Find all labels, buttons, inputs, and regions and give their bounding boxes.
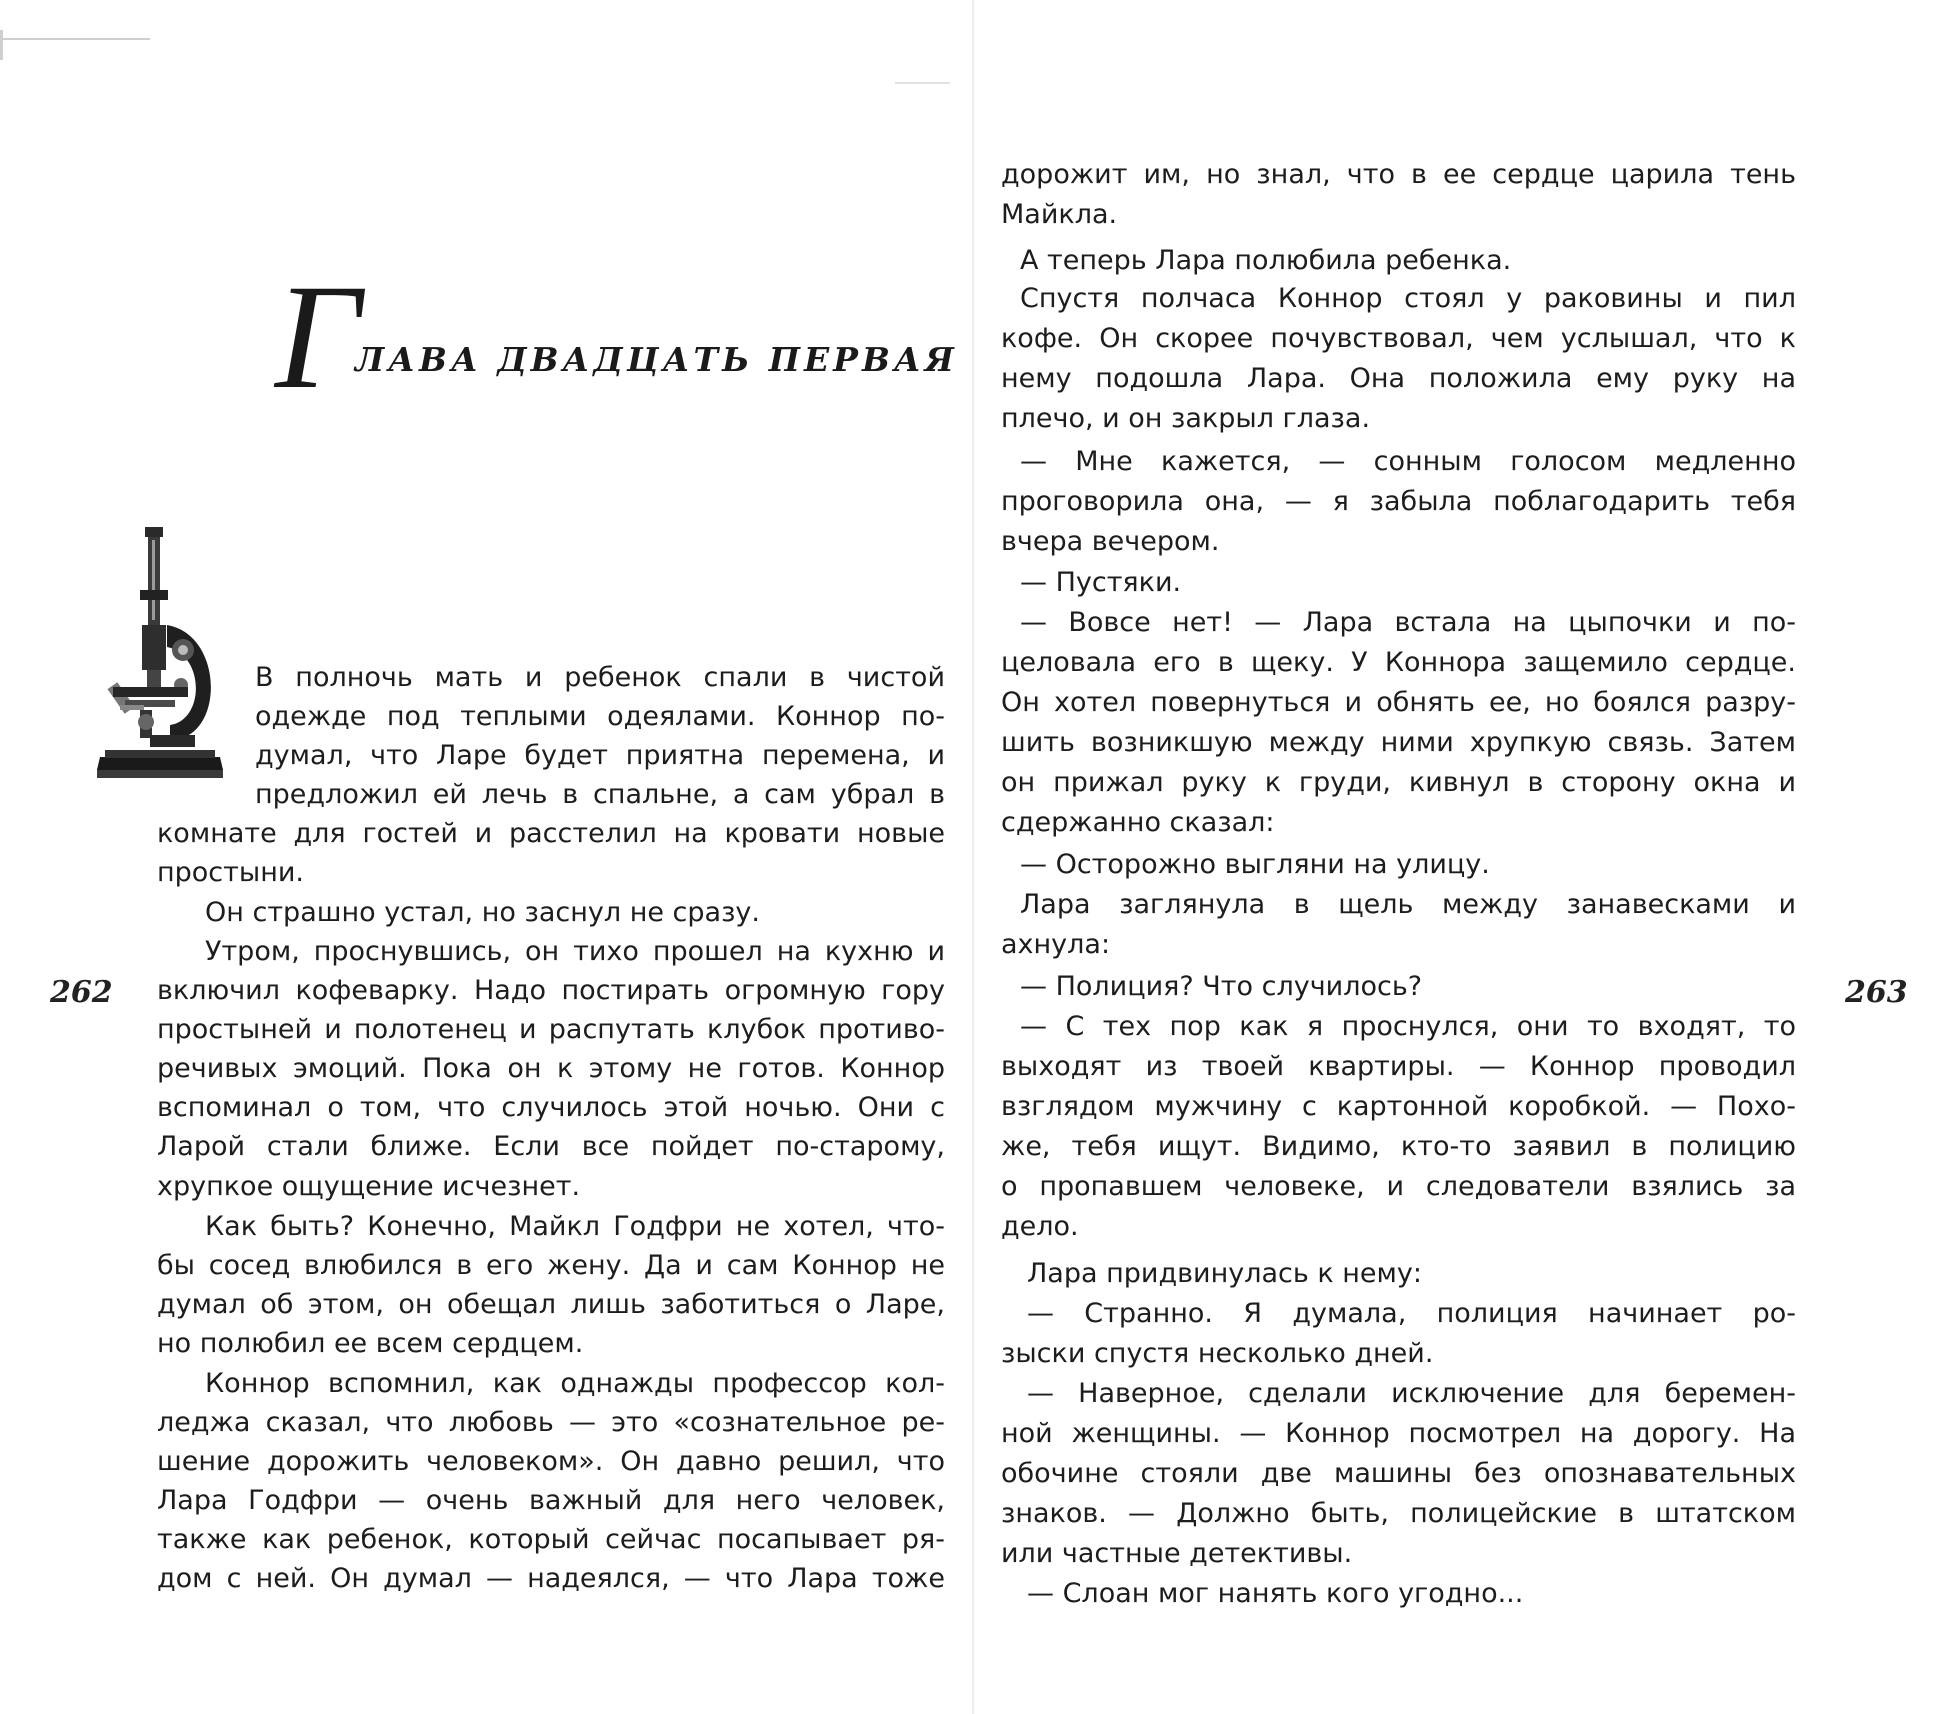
chapter-title	[275, 254, 965, 420]
text-line: также как ребенок, который сейчас посапывает ря-	[157, 1524, 945, 1555]
text-line: — Странно. Я думала, полиция начинает ро-	[1027, 1298, 1796, 1329]
text-line: плечо, и он закрыл глаза.	[1001, 403, 1371, 434]
chapter-title-text: ЛАВА ДВАДЦАТЬ ПЕРВАЯ	[355, 340, 958, 379]
text-line: — Пустяки.	[1020, 567, 1182, 598]
text-line: кофе. Он скорее почувствовал, чем услышал, что к	[1001, 323, 1796, 354]
text-line: Он хотел повернуться и обнять ее, но боялся разру-	[1001, 687, 1796, 718]
text-line: думал об этом, он обещал лишь заботиться о Ларе,	[157, 1289, 945, 1320]
text-line: шить возникшую между ними хрупкую связь. Затем	[1001, 727, 1796, 758]
text-line: же, тебя ищут. Видимо, кто-то заявил в полицию	[1001, 1131, 1796, 1162]
text-line: — Осторожно выгляни на улицу.	[1020, 849, 1490, 880]
text-line: дом с ней. Он думал — надеялся, — что Лара тоже	[157, 1563, 945, 1594]
text-line: одежде под теплыми одеялами. Коннор по-	[255, 701, 945, 732]
text-line: — Слоан мог нанять кого угодно...	[1027, 1578, 1524, 1609]
text-line: Коннор вспомнил, как однажды профессор кол-	[205, 1368, 945, 1399]
text-line: нему подошла Лара. Она положила ему руку на	[1001, 363, 1796, 394]
text-line: — С тех пор как я проснулся, они то входят, то	[1020, 1011, 1796, 1042]
text-line: целовала его в щеку. У Коннора защемило сердце.	[1001, 647, 1796, 678]
text-line: — Вовсе нет! — Лара встала на цыпочки и по-	[1020, 607, 1796, 638]
text-line: Спустя полчаса Коннор стоял у раковины и пил	[1020, 283, 1796, 314]
page-number-right: 263	[1845, 975, 1908, 1010]
page-number-left: 262	[50, 975, 113, 1010]
page-gutter	[972, 0, 974, 1714]
text-line: — Наверное, сделали исключение для беремен-	[1027, 1378, 1796, 1409]
text-line: предложил ей лечь в спальне, а сам убрал в	[255, 779, 945, 810]
text-line: дело.	[1001, 1211, 1079, 1242]
chapter-title-initial: Г	[275, 254, 361, 420]
text-line: знаков. — Должно быть, полицейские в штатском	[1001, 1498, 1796, 1529]
text-line: обочине стояли две машины без опознавательных	[1001, 1458, 1796, 1489]
text-line: выходят из твоей квартиры. — Коннор проводил	[1001, 1051, 1796, 1082]
text-line: вчера вечером.	[1001, 526, 1220, 557]
text-line: включил кофеварку. Надо постирать огромную гору	[157, 975, 945, 1006]
text-line: А теперь Лара полюбила ребенка.	[1020, 245, 1512, 276]
text-line: зыски спустя несколько дней.	[1001, 1338, 1434, 1369]
text-line: дорожит им, но знал, что в ее сердце царила тень	[1001, 159, 1796, 190]
text-line: речивых эмоций. Пока он к этому не готов. Коннор	[157, 1053, 945, 1084]
text-line: Лара заглянула в щель между занавесками и	[1020, 889, 1796, 920]
scan-edge-mark	[0, 30, 3, 60]
text-line: Майкла.	[1001, 199, 1118, 230]
text-line: бы сосед влюбился в его жену. Да и сам Коннор не	[157, 1250, 945, 1281]
text-line: Как быть? Конечно, Майкл Годфри не хотел, что-	[205, 1211, 945, 1242]
text-line: он прижал руку к груди, кивнул в сторону окна и	[1001, 767, 1796, 798]
text-line: простыни.	[157, 857, 304, 888]
text-line: ахнула:	[1001, 929, 1111, 960]
scan-edge-mark	[0, 38, 150, 40]
text-line: комнате для гостей и расстелил на кровати новые	[157, 818, 945, 849]
text-line: Лара Годфри — очень важный для него человек,	[157, 1485, 945, 1516]
text-line: леджа сказал, что любовь — это «сознательное ре-	[157, 1407, 945, 1438]
text-line: думал, что Ларе будет приятна перемена, и	[255, 740, 945, 771]
text-line: ной женщины. — Коннор посмотрел на дорогу. На	[1001, 1418, 1796, 1449]
text-line: простыней и полотенец и распутать клубок противо-	[157, 1014, 945, 1045]
text-line: Ларой стали ближе. Если все пойдет по-старому,	[157, 1131, 945, 1162]
text-line: сдержанно сказал:	[1001, 807, 1275, 838]
text-line: вспоминал о том, что случилось этой ночью. Они с	[157, 1092, 945, 1123]
text-line: — Мне кажется, — сонным голосом медленно	[1020, 446, 1796, 477]
text-line: проговорила она, — я забыла поблагодарить тебя	[1001, 486, 1796, 517]
microscope-icon	[95, 525, 225, 785]
text-line: или частные детективы.	[1001, 1538, 1353, 1569]
text-line: Лара придвинулась к нему:	[1027, 1258, 1422, 1289]
text-line: Утром, проснувшись, он тихо прошел на кухню и	[205, 936, 945, 967]
text-line: шение дорожить человеком». Он давно решил, что	[157, 1446, 945, 1477]
scan-smudge	[895, 82, 950, 84]
text-line: — Полиция? Что случилось?	[1020, 971, 1423, 1002]
text-line: Он страшно устал, но заснул не сразу.	[205, 897, 760, 928]
text-line: взглядом мужчину с картонной коробкой. — Похо-	[1001, 1091, 1796, 1122]
text-line: но полюбил ее всем сердцем.	[157, 1328, 584, 1359]
text-line: хрупкое ощущение исчезнет.	[157, 1171, 581, 1202]
text-line: о пропавшем человеке, и следователи взялись за	[1001, 1171, 1796, 1202]
text-line: В полночь мать и ребенок спали в чистой	[255, 662, 945, 693]
